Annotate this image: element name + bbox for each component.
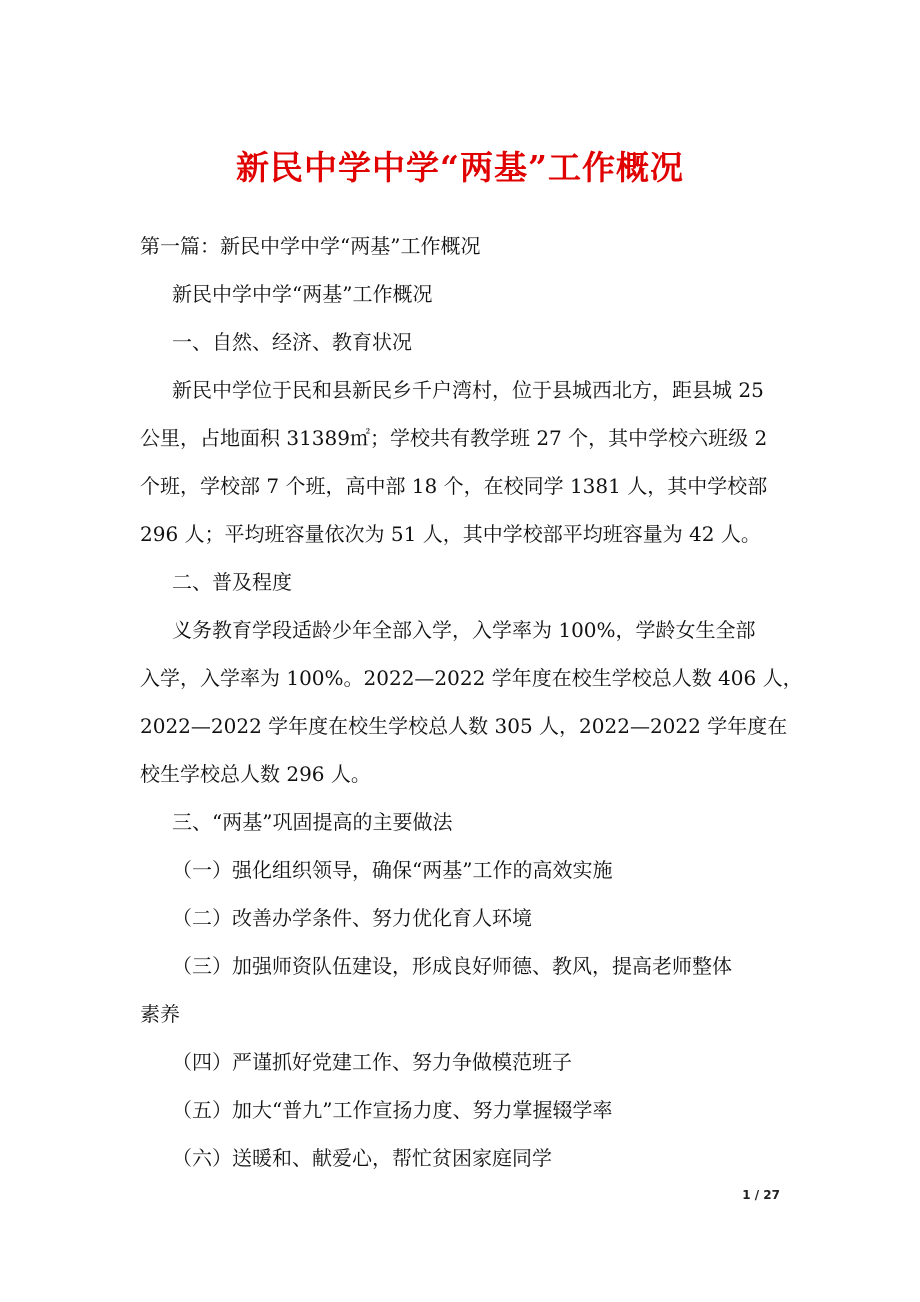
list-item: （六）送暖和、献爱心，帮忙贫困家庭同学 bbox=[172, 1146, 552, 1170]
paragraph-line: 个班，学校部 7 个班，高中部 18 个，在校同学 1381 人，其中学校部 bbox=[140, 474, 768, 498]
list-item: （一）强化组织领导，确保“两基”工作的高效实施 bbox=[172, 858, 613, 882]
document-body bbox=[140, 222, 803, 1182]
section-heading: 第一篇：新民中学中学“两基”工作概况 bbox=[140, 234, 481, 258]
paragraph-line: 义务教育学段适龄少年全部入学，入学率为 100%，学龄女生全部 bbox=[172, 618, 756, 642]
list-item: （四）严谨抓好党建工作、努力争做模范班子 bbox=[172, 1050, 572, 1074]
subtitle-line: 新民中学中学“两基”工作概况 bbox=[172, 282, 433, 306]
list-item: （二）改善办学条件、努力优化育人环境 bbox=[172, 906, 532, 930]
paragraph-line: 296 人；平均班容量依次为 51 人，其中学校部平均班容量为 42 人。 bbox=[140, 522, 761, 546]
document-title: 新民中学中学“两基”工作概况 bbox=[236, 148, 684, 187]
page-number: 1 / 27 bbox=[742, 1188, 780, 1202]
list-item: （五）加大“普九”工作宣扬力度、努力掌握辍学率 bbox=[172, 1098, 613, 1122]
list-item-continuation: 素养 bbox=[140, 1002, 180, 1026]
paragraph-line: 2022—2022 学年度在校生学校总人数 305 人，2022—2022 学年度在 bbox=[140, 714, 788, 738]
section-heading: 三、“两基”巩固提高的主要做法 bbox=[172, 810, 453, 834]
paragraph-line: 入学，入学率为 100%。2022—2022 学年度在校生学校总人数 406 人， bbox=[140, 666, 803, 690]
section-heading: 二、普及程度 bbox=[172, 570, 292, 594]
paragraph-line: 公里，占地面积 31389㎡；学校共有教学班 27 个，其中学校六班级 2 bbox=[140, 426, 768, 450]
paragraph-line: 校生学校总人数 296 人。 bbox=[140, 762, 371, 786]
paragraph-line: 新民中学位于民和县新民乡千户湾村，位于县城西北方，距县城 25 bbox=[172, 378, 764, 402]
list-item: （三）加强师资队伍建设，形成良好师德、教风，提高老师整体 bbox=[172, 954, 732, 978]
section-heading: 一、自然、经济、教育状况 bbox=[172, 330, 412, 354]
